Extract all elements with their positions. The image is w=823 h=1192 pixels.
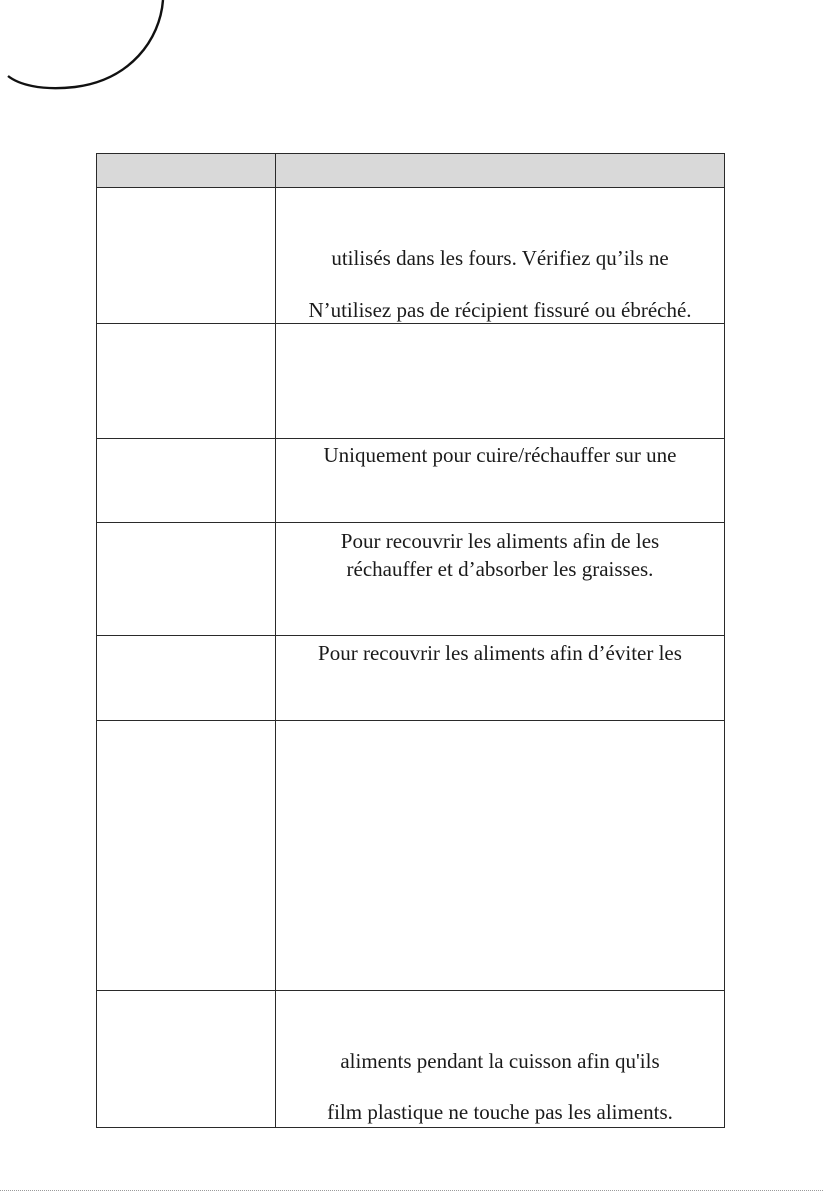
notes-cell [276, 188, 725, 324]
notes-cell [276, 439, 725, 523]
header-cell-notes [276, 154, 725, 188]
notes-cell [276, 721, 725, 991]
table-row [97, 439, 725, 523]
corner-decoration [0, 0, 175, 100]
utensil-cell [97, 991, 276, 1128]
notes-cell [276, 636, 725, 721]
table-row [97, 188, 725, 324]
note-line: Pour recouvrir les aliments afin de les [340, 529, 660, 553]
utensil-cell [97, 188, 276, 324]
table-header-row [97, 154, 725, 188]
note-line: N’utilisez pas de récipient fissuré ou ébréché. [308, 298, 692, 322]
note-line: Uniquement pour cuire/réchauffer sur une [323, 443, 677, 467]
utensil-cell [97, 721, 276, 991]
table-row [97, 991, 725, 1128]
notes-cell [276, 523, 725, 636]
notes-cell [276, 991, 725, 1128]
note-line: utilisés dans les fours. Vérifiez qu’ils ne [331, 246, 669, 270]
note-line: aliments pendant la cuisson afin qu'ils [340, 1049, 660, 1073]
table-row [97, 324, 725, 439]
utensil-cell [97, 523, 276, 636]
table-row [97, 523, 725, 636]
notes-cell [276, 324, 725, 439]
note-line: réchauffer et d’absorber les graisses. [346, 557, 654, 581]
utensil-cell [97, 324, 276, 439]
page-bottom-rule [0, 1190, 823, 1191]
note-line: Pour recouvrir les aliments afin d’éviter les [318, 641, 682, 665]
utensil-cell [97, 439, 276, 523]
table-row [97, 721, 725, 991]
utensils-table [96, 153, 725, 1128]
utensil-cell [97, 636, 276, 721]
note-line: film plastique ne touche pas les aliments. [327, 1100, 673, 1124]
header-cell-utensil [97, 154, 276, 188]
table-row [97, 636, 725, 721]
